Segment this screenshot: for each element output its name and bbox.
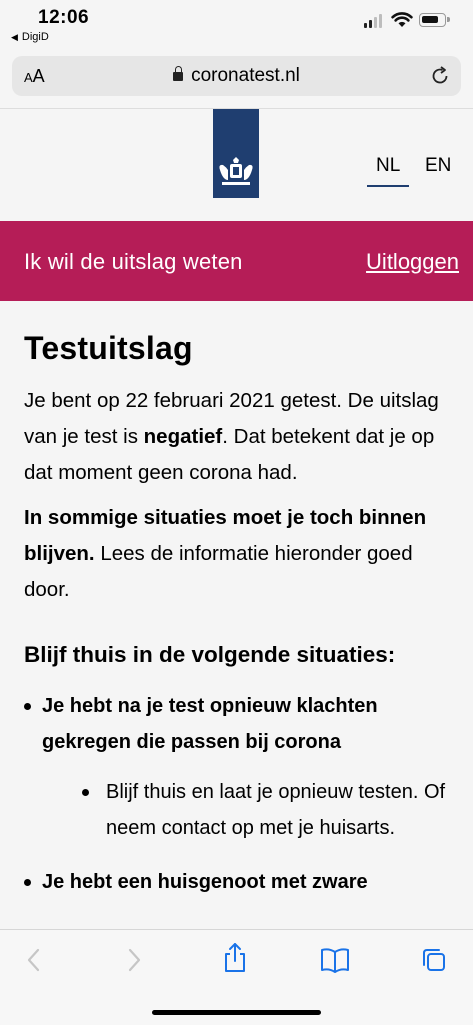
list-item: Je hebt een huisgenoot met zware [24, 864, 454, 900]
warning-paragraph: In sommige situaties moet je toch binnen blijven. Lees de informatie hieronder goed door. [24, 506, 427, 601]
lock-icon [173, 72, 183, 81]
result-paragraph: Je bent op 22 februari 2021 getest. De uitslag van je test is negatief. Dat betekent dat je op dat moment geen corona had. [24, 389, 439, 484]
home-indicator[interactable] [152, 1010, 321, 1015]
language-nl-link[interactable]: NL [376, 155, 401, 176]
result-negative: negatief [143, 425, 223, 448]
page-title: Testuitslag [24, 330, 193, 366]
language-en-link[interactable]: EN [425, 155, 452, 176]
bookmarks-icon[interactable] [320, 946, 350, 974]
situations-list [24, 688, 454, 900]
status-bar [0, 0, 473, 50]
reader-text-size-button[interactable]: AA [24, 66, 45, 86]
share-icon[interactable] [222, 942, 248, 974]
site-header [0, 108, 473, 222]
page-banner [0, 221, 473, 301]
list-item: Je hebt na je test opnieuw klachten gekregen die passen bij corona Blijf thuis en laat je opnieuw testen. Of neem contact op met je huisarts. [24, 688, 454, 846]
wifi-icon [391, 11, 413, 28]
back-app-label: DigiD [21, 31, 49, 43]
status-time: 12:06 [38, 7, 90, 28]
battery-icon [419, 13, 446, 27]
back-to-app-link[interactable] [11, 31, 49, 43]
banner-title: Ik wil de uitslag weten [24, 249, 243, 274]
url-field[interactable] [12, 65, 461, 87]
url-text: coronatest.nl [191, 65, 300, 86]
back-triangle-icon: ◀ [11, 31, 18, 42]
tabs-icon[interactable] [420, 946, 448, 974]
sub-list-item: Blijf thuis en laat je opnieuw testen. Of neem contact op met je huisarts. [106, 774, 454, 846]
cellular-signal-icon [364, 14, 382, 28]
forward-icon[interactable] [124, 946, 144, 974]
reload-icon[interactable] [429, 65, 451, 87]
back-icon[interactable] [24, 946, 44, 974]
situations-heading: Blijf thuis in de volgende situaties: [24, 642, 396, 667]
rijksoverheid-logo [213, 109, 259, 198]
coat-of-arms-icon [216, 156, 256, 190]
logout-link[interactable]: Uitloggen [366, 249, 459, 274]
address-bar[interactable] [12, 56, 461, 96]
